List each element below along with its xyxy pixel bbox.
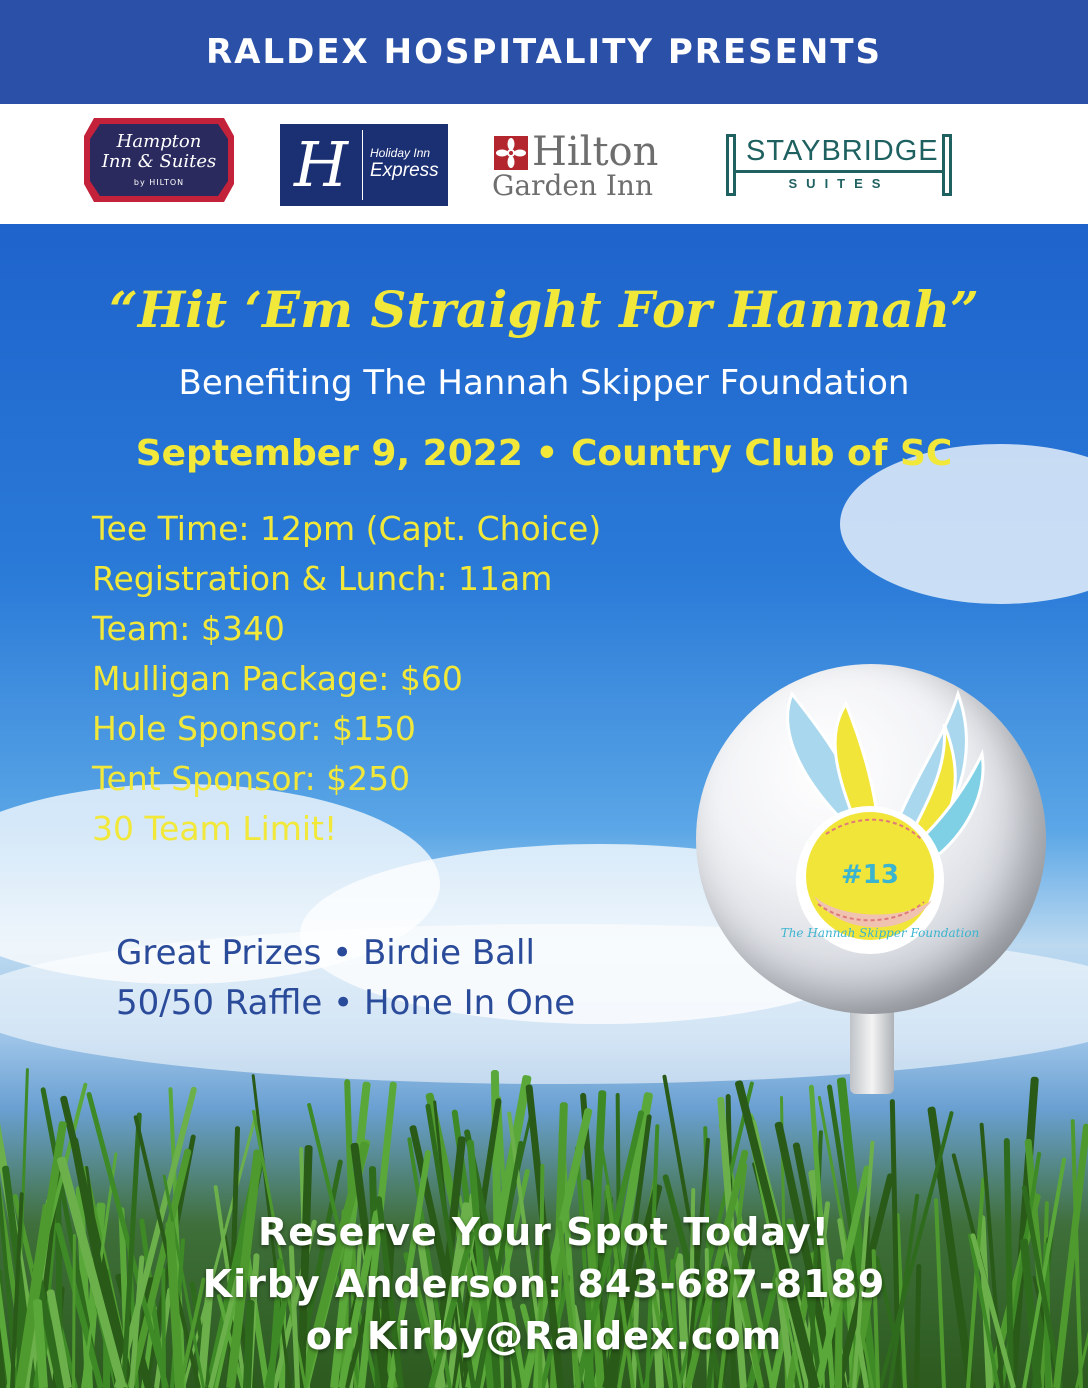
top-banner — [0, 0, 1088, 104]
call-to-action — [0, 1206, 1088, 1362]
event-dateline: September 9, 2022 • Country Club of SC — [135, 433, 953, 474]
staybridge-bar — [736, 170, 942, 173]
foundation-name: The Hannah Skipper Foundation — [780, 926, 980, 940]
holiday-divider — [362, 130, 363, 200]
foundation-wings-logo-icon — [696, 664, 1052, 1014]
golf-ball-graphic — [696, 664, 1052, 1094]
hampton-logo — [84, 118, 234, 202]
staybridge-right-post — [942, 134, 952, 196]
banner-text: RALDEX HOSPITALITY PRESENTS — [205, 32, 883, 72]
hilton-line1: Hilton — [532, 129, 659, 175]
holiday-line2: Express — [370, 160, 439, 181]
staybridge-line1: STAYBRIDGE — [746, 135, 939, 167]
foundation-number: #13 — [841, 860, 899, 890]
holiday-mark: H — [293, 128, 349, 201]
detail-mulligan: Mulligan Package: $60 — [92, 659, 463, 698]
detail-tee-time: Tee Time: 12pm (Capt. Choice) — [92, 509, 602, 548]
hampton-line2: Inn & Suites — [101, 151, 217, 172]
detail-team-price: Team: $340 — [92, 609, 285, 648]
hampton-line1: Hampton — [116, 131, 202, 152]
event-subtitle: Benefiting The Hannah Skipper Foundation — [178, 363, 910, 403]
hilton-line2: Garden Inn — [492, 169, 653, 202]
holiday-inn-express-logo — [280, 124, 448, 206]
event-title: “Hit ‘Em Straight For Hannah” — [109, 280, 979, 339]
staybridge-left-post — [726, 134, 736, 196]
detail-registration: Registration & Lunch: 11am — [92, 559, 553, 598]
hilton-flower-icon — [494, 136, 528, 170]
cta-contact-email: or Kirby@Raldex.com — [305, 1314, 783, 1358]
cta-line1: Reserve Your Spot Today! — [258, 1210, 830, 1254]
holiday-line1: Holiday Inn — [370, 146, 431, 160]
sponsor-logo-strip — [0, 104, 1088, 224]
detail-team-limit: 30 Team Limit! — [92, 809, 338, 848]
staybridge-logo — [726, 134, 952, 200]
detail-tent-sponsor: Tent Sponsor: $250 — [92, 759, 411, 798]
detail-hole-sponsor: Hole Sponsor: $150 — [92, 709, 416, 748]
cta-contact-phone: Kirby Anderson: 843-687-8189 — [202, 1262, 886, 1306]
staybridge-line2: SUITES — [788, 176, 890, 191]
extras-line: Great Prizes • Birdie Ball — [116, 933, 535, 973]
hilton-garden-inn-logo — [492, 128, 682, 204]
event-extras — [116, 928, 756, 1028]
event-details — [92, 504, 732, 854]
hampton-sub: by HILTON — [133, 178, 185, 187]
extras-line: 50/50 Raffle • Hone In One — [116, 983, 576, 1023]
